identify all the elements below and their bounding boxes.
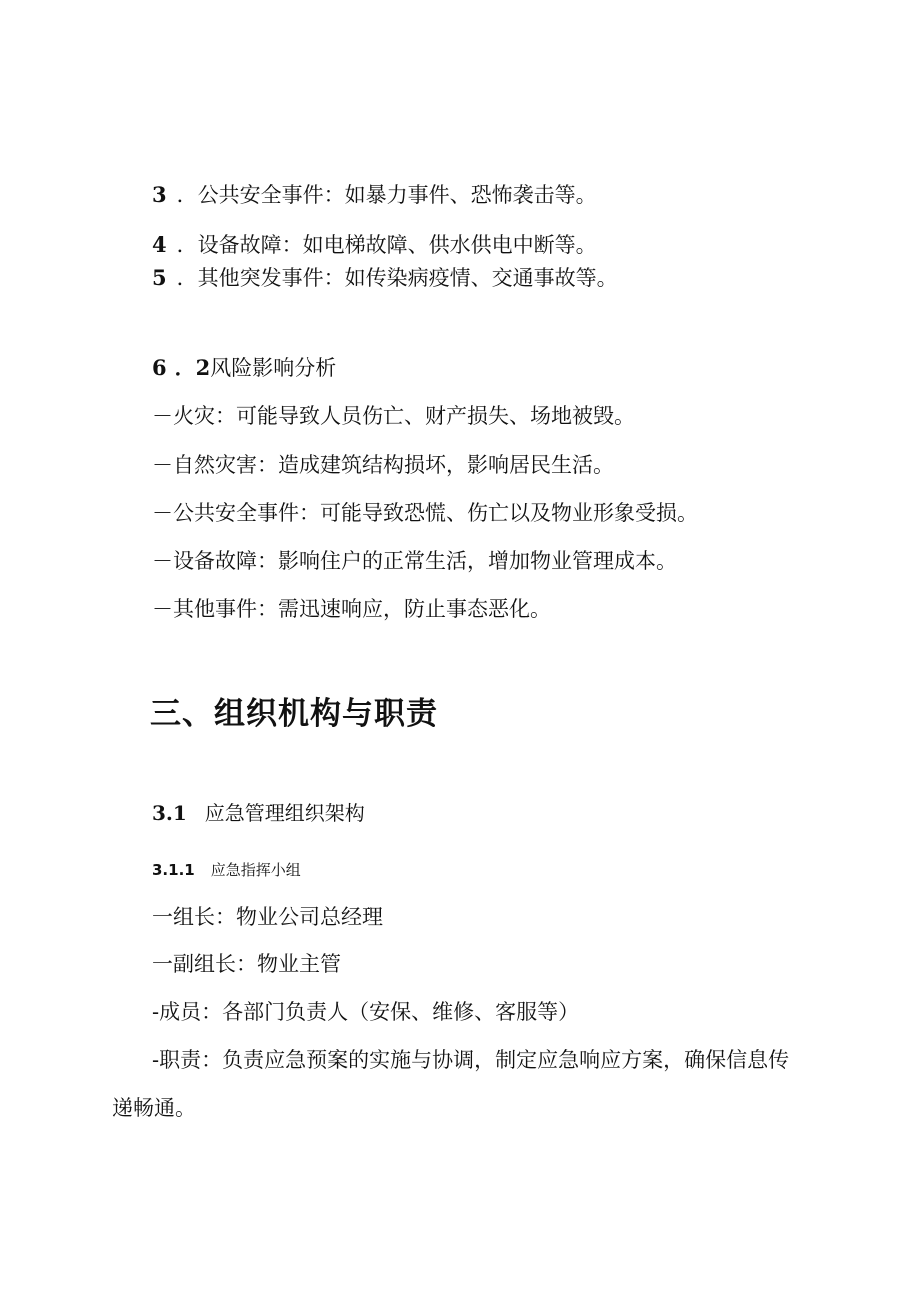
list-number: 5 xyxy=(152,265,167,290)
chapter-heading: 三、组织机构与职责 xyxy=(150,696,438,732)
role-item: -成员：各部门负责人（安保、维修、客服等） xyxy=(152,1000,580,1024)
list-item xyxy=(152,231,597,259)
section-number: 3.1 xyxy=(152,801,187,825)
subsection-heading-3-1-1 xyxy=(152,859,301,881)
list-text: ．其他突发事件：如传染病疫情、交通事故等。 xyxy=(176,266,618,290)
section-title: 应急管理组织架构 xyxy=(204,801,365,825)
section-heading-6-2 xyxy=(152,354,336,382)
subsection-title: 应急指挥小组 xyxy=(210,861,301,879)
list-number: 3 xyxy=(152,182,167,207)
impact-item: －自然灾害：造成建筑结构损坏，影响居民生活。 xyxy=(152,453,614,477)
list-text: ．设备故障：如电梯故障、供水供电中断等。 xyxy=(176,233,597,257)
list-text: ．公共安全事件：如暴力事件、恐怖袭击等。 xyxy=(176,183,597,207)
section-number: 6 xyxy=(152,355,167,380)
role-item: 一副组长：物业主管 xyxy=(152,952,341,976)
impact-item: －其他事件：需迅速响应，防止事态恶化。 xyxy=(152,597,551,621)
duty-paragraph-line: -职责：负责应急预案的实施与协调，制定应急响应方案，确保信息传 xyxy=(152,1048,790,1072)
list-item xyxy=(152,264,618,292)
role-item: 一组长：物业公司总经理 xyxy=(152,905,383,929)
subsection-number: 3.1.1 xyxy=(152,861,195,879)
duty-paragraph-line: 递畅通。 xyxy=(112,1096,196,1120)
section-heading-3-1 xyxy=(152,799,365,827)
impact-item: －设备故障：影响住户的正常生活，增加物业管理成本。 xyxy=(152,549,677,573)
section-subnumber: ．2 xyxy=(174,355,211,380)
impact-item: －公共安全事件：可能导致恐慌、伤亡以及物业形象受损。 xyxy=(152,501,698,525)
list-number: 4 xyxy=(152,232,167,257)
section-title: 风险影响分析 xyxy=(210,356,337,380)
list-item xyxy=(152,181,597,209)
impact-item: －火灾：可能导致人员伤亡、财产损失、场地被毁。 xyxy=(152,404,635,428)
